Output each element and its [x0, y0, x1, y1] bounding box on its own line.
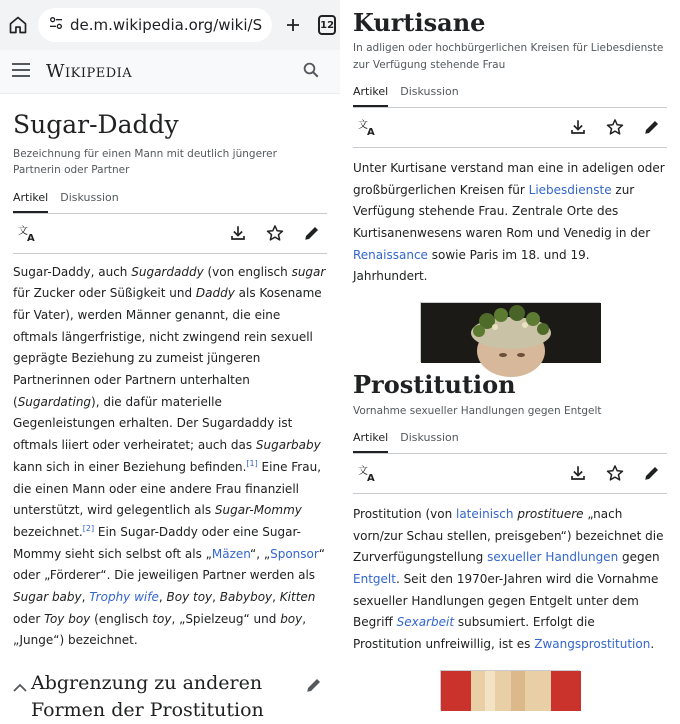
- edit-icon[interactable]: [641, 462, 663, 484]
- italic-term: Sugar-Mommy: [214, 503, 302, 518]
- tab-artikel[interactable]: Artikel: [13, 191, 48, 213]
- url-text: de.m.wikipedia.org/wiki/S: [70, 16, 263, 34]
- page-title: Sugar-Daddy: [13, 110, 179, 139]
- body-text: als Kosename für Vater), werden Männer genannt, die eine oftmals längerfristige, nicht zwingend rein sexuell geprägte Beziehung zu zumeist jüngeren Partnerinnen oder Partnern unterhalten (: [13, 286, 322, 409]
- body-text: ), die dafür materielle Gegenleistungen erhalten. Der Sugardaddy ist oftmals liiert oder verheiratet; auch das: [13, 394, 293, 453]
- article-sugar-daddy: [0, 110, 340, 724]
- svg-text:文: 文: [18, 226, 28, 238]
- body-text: ,: [212, 590, 220, 605]
- italic-term: Daddy: [195, 286, 235, 301]
- footnote-ref[interactable]: [2]: [82, 523, 95, 533]
- edit-icon[interactable]: [641, 116, 663, 138]
- star-icon[interactable]: [604, 462, 626, 484]
- italic-term: Sugar baby: [13, 590, 82, 605]
- prostitution-body: [353, 504, 667, 656]
- section-title: Abgrenzung zu anderen Formen der Prostitution: [31, 672, 264, 722]
- tab-diskussion[interactable]: Diskussion: [400, 430, 459, 444]
- prostitution-title: Prostitution: [353, 370, 516, 400]
- tab-diskussion[interactable]: Diskussion: [60, 190, 119, 204]
- kurtisane-title: Kurtisane: [353, 8, 486, 37]
- download-icon[interactable]: [227, 222, 249, 244]
- body-text: subsumiert. Erfolgt die Prostitution unfreiwillig, ist es: [353, 615, 595, 652]
- body-text: .: [650, 637, 655, 652]
- wikipedia-logo[interactable]: Wikipedia: [46, 61, 133, 82]
- body-text: “ oder „Förderer“. Die jeweiligen Partner werden als: [13, 546, 326, 583]
- hamburger-icon[interactable]: [12, 62, 30, 81]
- section-edit-icon[interactable]: [305, 676, 323, 698]
- page-actions: [13, 214, 327, 254]
- kurtisane-tabs: [353, 85, 667, 108]
- home-icon[interactable]: [8, 13, 28, 37]
- article-kurtisane: [340, 0, 680, 362]
- left-screenshot: [0, 0, 340, 722]
- wiki-link[interactable]: Mäzen: [211, 546, 251, 561]
- body-text: ,: [158, 590, 167, 605]
- tab-diskussion[interactable]: Diskussion: [400, 84, 459, 98]
- italic-term: Sugardating: [17, 394, 92, 409]
- download-icon[interactable]: [567, 116, 589, 138]
- prostitution-tabs: [353, 431, 667, 454]
- wikipedia-header: [0, 50, 340, 94]
- wiki-link[interactable]: Trophy wife: [89, 590, 159, 605]
- tab-artikel[interactable]: Artikel: [353, 431, 388, 453]
- body-text: Sugar-Daddy, auch: [13, 264, 132, 279]
- italic-term: Toy boy: [44, 611, 91, 626]
- body-text: ,: [81, 590, 90, 605]
- wiki-link[interactable]: Renaissance: [353, 247, 428, 262]
- article-prostitution: [340, 372, 680, 710]
- italic-term: sugar: [291, 264, 326, 279]
- wiki-link[interactable]: Liebesdienste: [528, 182, 612, 197]
- body-text: bezeichnet.: [13, 524, 83, 539]
- body-text: . Seit den 1970er-Jahren wird die Vornahme sexueller Handlungen gegen Entgelt unter dem Begriff: [353, 571, 659, 630]
- prostitution-subtitle: Vornahme sexueller Handlungen gegen Entgelt: [353, 404, 602, 417]
- search-icon[interactable]: [302, 61, 320, 83]
- body-text: , „Junge“) bezeichnet.: [13, 611, 307, 648]
- wiki-link[interactable]: Zwangsprostitution: [534, 637, 651, 652]
- prostitution-actions: [353, 454, 667, 494]
- body-text: Ein Sugar-Daddy oder eine Sugar-Mommy sieht sich selbst oft als „: [13, 524, 301, 561]
- svg-text:文: 文: [358, 466, 368, 478]
- body-text: „nach vorn/zur Schau stellen, preisgeben“) bezeichnet die Zurverfügungstellung: [353, 506, 664, 565]
- new-tab-icon[interactable]: [284, 13, 302, 37]
- wiki-link[interactable]: lateinisch: [455, 506, 514, 521]
- right-screenshot: [340, 0, 680, 680]
- svg-text:A: A: [367, 473, 375, 485]
- article-body: [13, 262, 327, 653]
- wiki-link[interactable]: sexueller Handlungen: [487, 550, 619, 565]
- body-text: gegen: [618, 550, 660, 565]
- chevron-up-icon[interactable]: [13, 678, 31, 697]
- body-text: zur Verfügung stehende Frau. Zentrale Orte des Kurtisanenwesens waren Rom und Venedig in der: [353, 182, 651, 241]
- body-text: kann sich in einer Beziehung befinden.: [13, 459, 247, 474]
- address-bar[interactable]: [38, 8, 272, 42]
- body-text: “, „: [250, 546, 271, 561]
- download-icon[interactable]: [567, 462, 589, 484]
- svg-text:文: 文: [358, 120, 368, 132]
- italic-term: boy: [280, 611, 303, 626]
- italic-term: Kitten: [279, 590, 316, 605]
- italic-term: Sugardaddy: [131, 264, 204, 279]
- body-text: Eine Frau, die einen Mann oder eine andere Frau finanziell unterstützt, wird gelegentlich als: [13, 459, 322, 518]
- body-text: ,: [272, 590, 280, 605]
- kurtisane-subtitle: In adligen oder hochbürgerlichen Kreisen für Liebesdienste zur Verfügung stehende Frau: [353, 42, 664, 71]
- wiki-link[interactable]: Sponsor: [270, 546, 319, 561]
- translate-icon[interactable]: [357, 462, 379, 484]
- italic-term: toy: [152, 611, 172, 626]
- body-text: Prostitution (von: [353, 506, 456, 521]
- body-text: für Zucker oder Süßigkeit und: [13, 286, 196, 301]
- italic-term: Boy toy: [166, 590, 213, 605]
- browser-toolbar: [0, 0, 340, 50]
- star-icon[interactable]: [264, 222, 286, 244]
- site-settings-icon[interactable]: [48, 15, 64, 35]
- translate-icon[interactable]: [357, 116, 379, 138]
- kurtisane-actions: [353, 108, 667, 148]
- body-text: sowie Paris im 18. und 19. Jahrhundert.: [353, 247, 590, 284]
- tab-artikel[interactable]: Artikel: [353, 85, 388, 107]
- italic-term: prostituere: [517, 506, 584, 521]
- footnote-ref[interactable]: [1]: [246, 458, 258, 468]
- kurtisane-body: [353, 158, 667, 288]
- page-subtitle: Bezeichnung für einen Mann mit deutlich jüngerer Partnerin oder Partner: [13, 148, 277, 177]
- section-header[interactable]: [13, 670, 327, 724]
- italic-term: Babyboy: [219, 590, 273, 605]
- body-text: Unter Kurtisane verstand man eine in adeligen oder großbürgerlichen Kreisen für: [353, 160, 665, 197]
- wiki-link[interactable]: Sexarbeit: [396, 615, 455, 630]
- body-text: oder: [13, 611, 45, 626]
- prostitution-image[interactable]: [440, 670, 580, 710]
- svg-text:A: A: [27, 233, 35, 245]
- edit-icon[interactable]: [301, 222, 323, 244]
- wiki-link[interactable]: Entgelt: [353, 571, 396, 586]
- article-tabs: [13, 191, 327, 214]
- svg-text:A: A: [367, 127, 375, 139]
- kurtisane-painting[interactable]: [420, 302, 600, 362]
- body-text: (englisch: [90, 611, 153, 626]
- italic-term: Sugarbaby: [255, 438, 321, 453]
- star-icon[interactable]: [604, 116, 626, 138]
- translate-icon[interactable]: [17, 222, 39, 244]
- tab-switcher-icon[interactable]: 12: [318, 15, 336, 35]
- body-text: (von englisch: [203, 264, 292, 279]
- body-text: , „Spielzeug“ und: [171, 611, 281, 626]
